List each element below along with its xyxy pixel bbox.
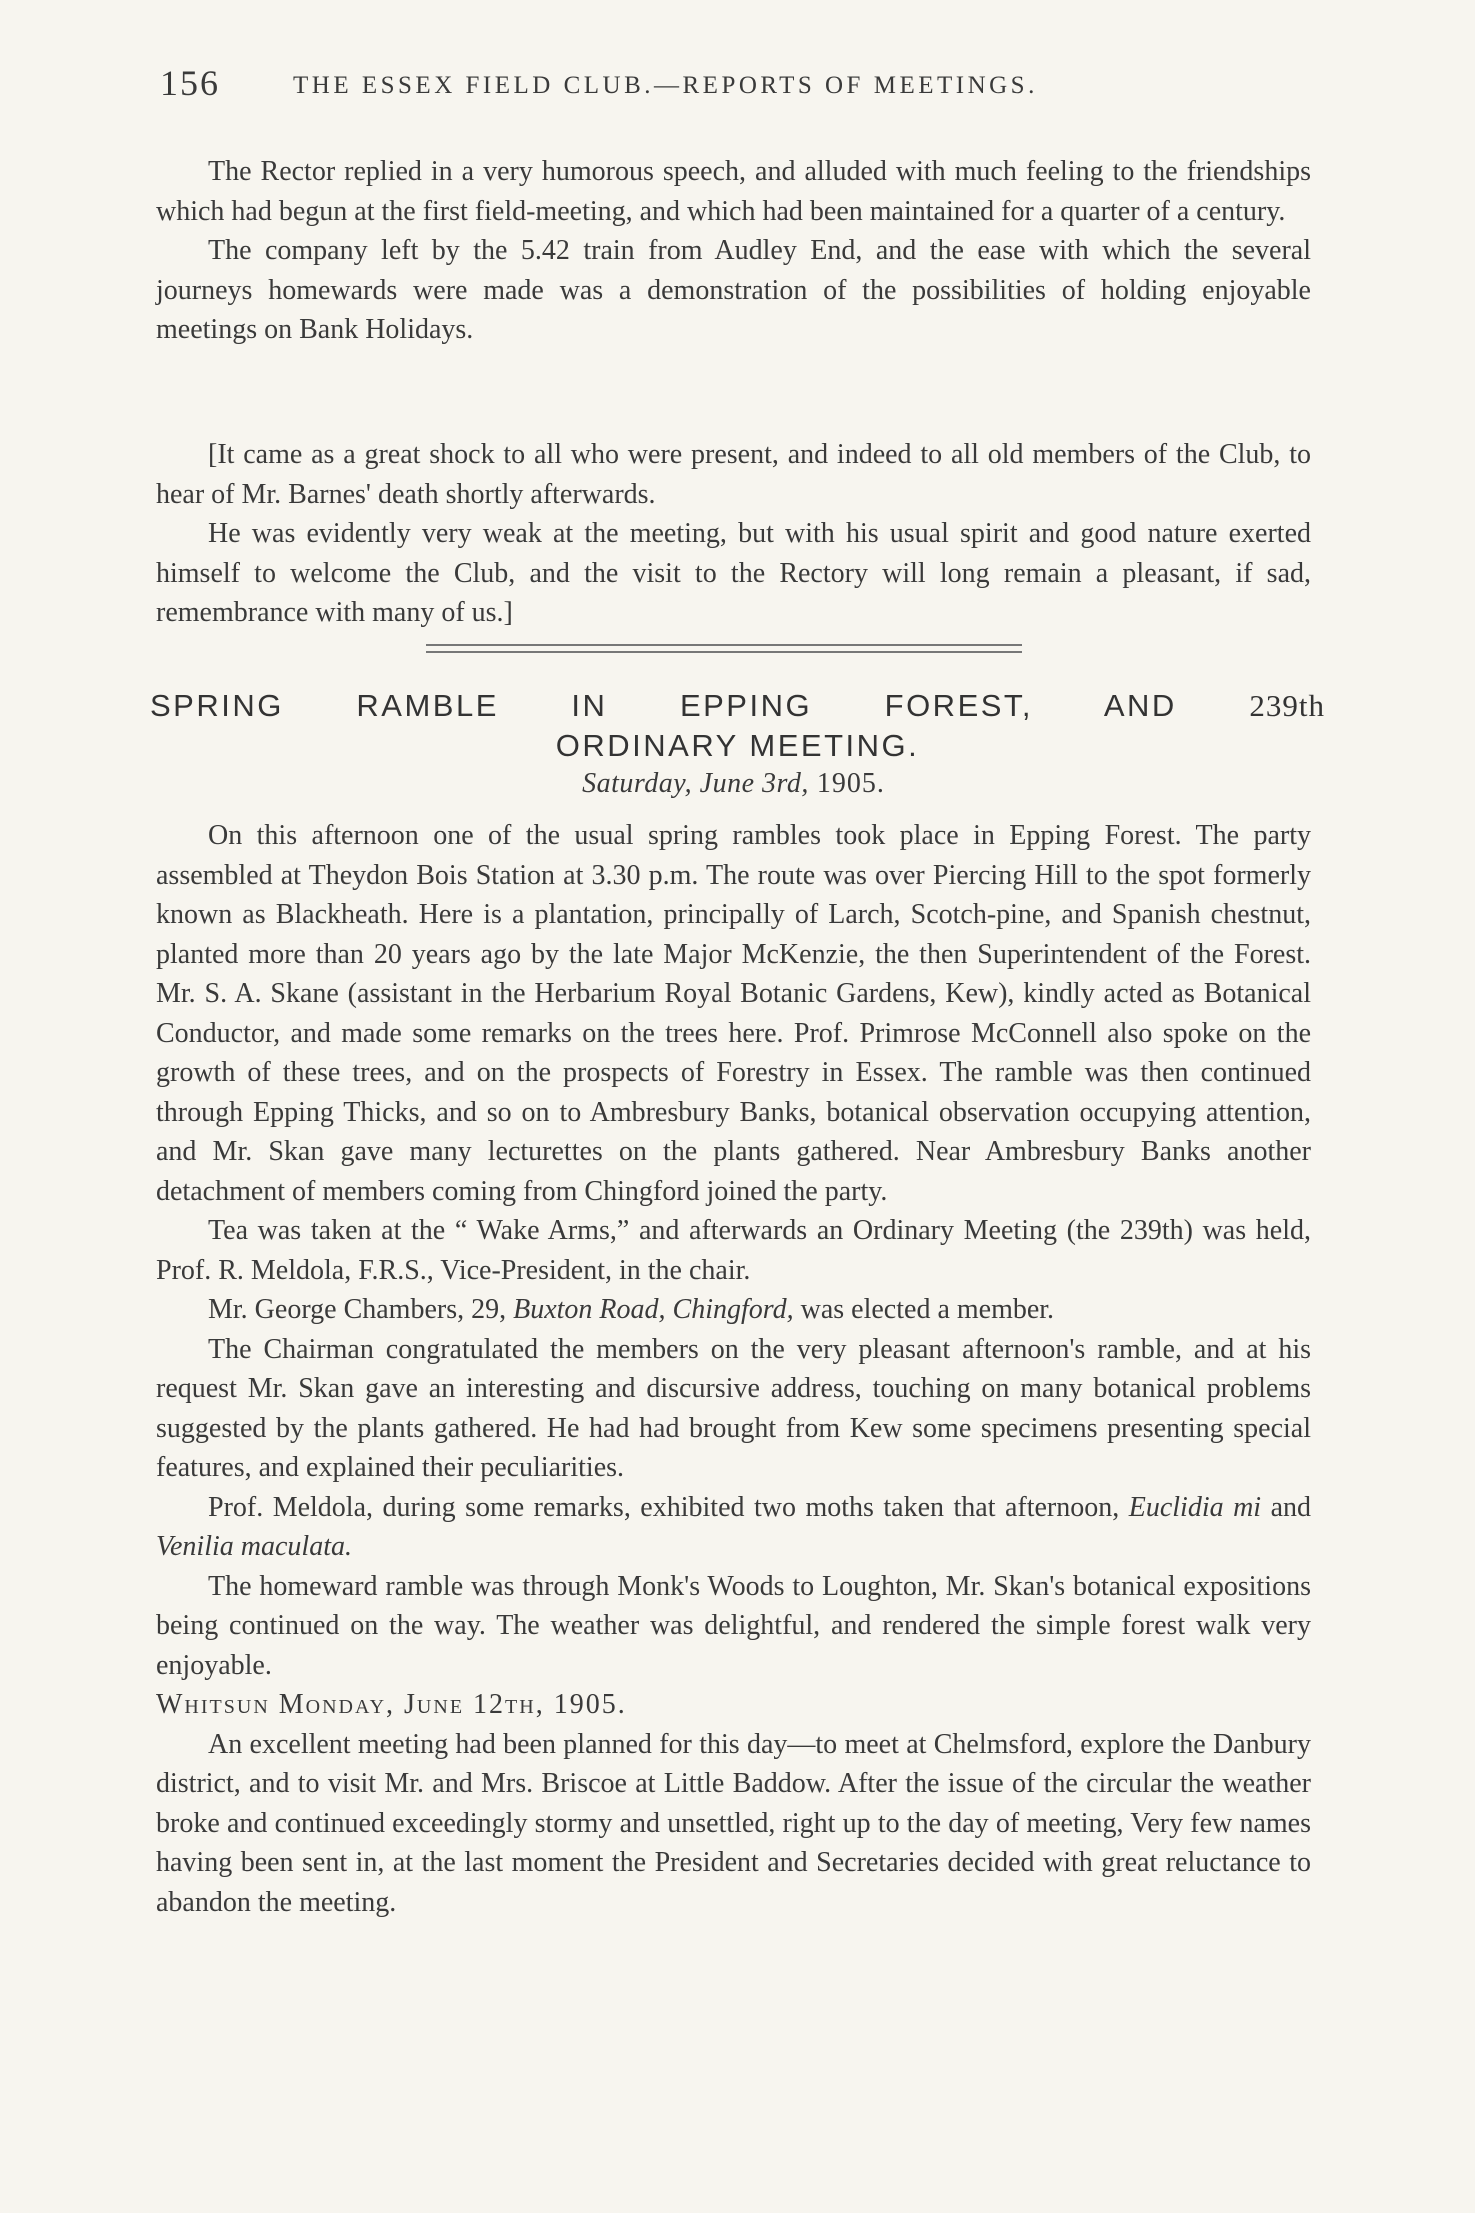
paragraph [156, 1488, 1311, 1567]
page-number: 156 [160, 63, 220, 103]
text-block-spring-ramble [156, 816, 1311, 1922]
paragraph: The Rector replied in a very humorous speech, and alluded with much feeling to the friendships which had begun at the first field-meeting, and which had been maintained for a quarter of a century. [156, 156, 1311, 227]
paragraph: Tea was taken at the “ Wake Arms,” and afterwards an Ordinary Meeting (the 239th) was held, Prof. R. Meldola, F.R.S., Vice-President, in the chair. [156, 1215, 1311, 1286]
subheading-whitsun-monday: Whitsun Monday, June 12th, 1905. [156, 1689, 627, 1720]
section-divider-rule [426, 644, 1022, 646]
paragraph: The company left by the 5.42 train from Audley End, and the ease with which the several journeys homewards were made was a demonstration of the possibilities of holding enjoyable meetings on Bank Holidays. [156, 235, 1311, 345]
species-name-italic: Euclidia mi [1128, 1491, 1262, 1523]
text-block-rector [156, 152, 1311, 350]
text-run: Prof. Meldola, during some remarks, exhibited two moths taken that afternoon, [208, 1491, 1120, 1523]
paragraph: An excellent meeting had been planned for this day—to meet at Chelmsford, explore the Danbury district, and to visit Mr. and Mrs. Briscoe at Little Baddow. After the issue of the circular the weather broke and continued exceedingly stormy and unsettled, right up to the day of meeting, Very few names having been sent in, at the last moment the President and Secretaries decided with great reluctance to abandon the meeting. [156, 1728, 1311, 1918]
section-heading [150, 686, 1325, 766]
text-run: and [1270, 1491, 1312, 1523]
running-header [160, 62, 1320, 112]
heading-meeting-number: 239th [1249, 688, 1325, 723]
paragraph: The homeward ramble was through Monk's Woods to Loughton, Mr. Skan's botanical expositions being continued on the way. The weather was delightful, and rendered the simple forest walk very enjoyable. [156, 1570, 1311, 1681]
paragraph: He was evidently very weak at the meeting, but with his usual spirit and good nature exerted himself to welcome the Club, and the visit to the Rectory will long remain a pleasant, if sad, remembrance with many of us.] [156, 518, 1311, 628]
text-run: was elected a member. [800, 1294, 1055, 1325]
running-title: THE ESSEX FIELD CLUB.—REPORTS OF MEETINGS. [293, 72, 1038, 99]
heading-text: SPRING RAMBLE IN EPPING FOREST, AND [150, 688, 1177, 723]
paragraph [156, 1290, 1311, 1330]
section-divider-rule [426, 651, 1022, 653]
meeting-date [156, 768, 1311, 800]
paragraph: On this afternoon one of the usual spring rambles took place in Epping Forest. The party assembled at Theydon Bois Station at 3.30 p.m. The route was over Piercing Hill to the spot formerly known as Blackheath. Here is a plantation, principally of Larch, Scotch-pine, and Spanish chestnut, planted more than 20 years ago by the late Major McKenzie, the then Superintendent of the Forest. Mr. S. A. Skane (assistant in the Herbarium Royal Botanic Gardens, Kew), kindly acted as Botanical Conductor, and made some remarks on the trees here. Prof. Primrose McConnell also spoke on the growth of these trees, and on the prospects of Forestry in Essex. The ramble was then continued through Epping Thicks, and so on to Ambresbury Banks, botanical observation occupying attention, and Mr. Skan gave many lecturettes on the plants gathered. Near Ambresbury Banks another detachment of members coming from Chingford joined the party. [156, 820, 1311, 1207]
heading-line-2: ORDINARY MEETING. [555, 728, 920, 763]
paragraph: The Chairman congratulated the members on the very pleasant afternoon's ramble, and at his request Mr. Skan gave an interesting and discursive address, touching on many botanical problems suggested by the plants gathered. He had had brought from Kew some specimens presenting special features, and explained their peculiarities. [156, 1333, 1311, 1483]
date-italic: Saturday, June 3rd, [582, 768, 809, 799]
heading-line-1 [150, 686, 1325, 726]
text-run: Mr. George Chambers, 29, [208, 1294, 507, 1325]
text-block-obituary-note [156, 435, 1311, 633]
species-name-italic: Venilia maculata. [156, 1531, 352, 1562]
paragraph: [It came as a great shock to all who were present, and indeed to all old members of the Club, to hear of Mr. Barnes' death shortly afterwards. [156, 439, 1311, 510]
address-italic: Buxton Road, Chingford, [513, 1294, 794, 1325]
date-year: 1905. [816, 768, 885, 799]
